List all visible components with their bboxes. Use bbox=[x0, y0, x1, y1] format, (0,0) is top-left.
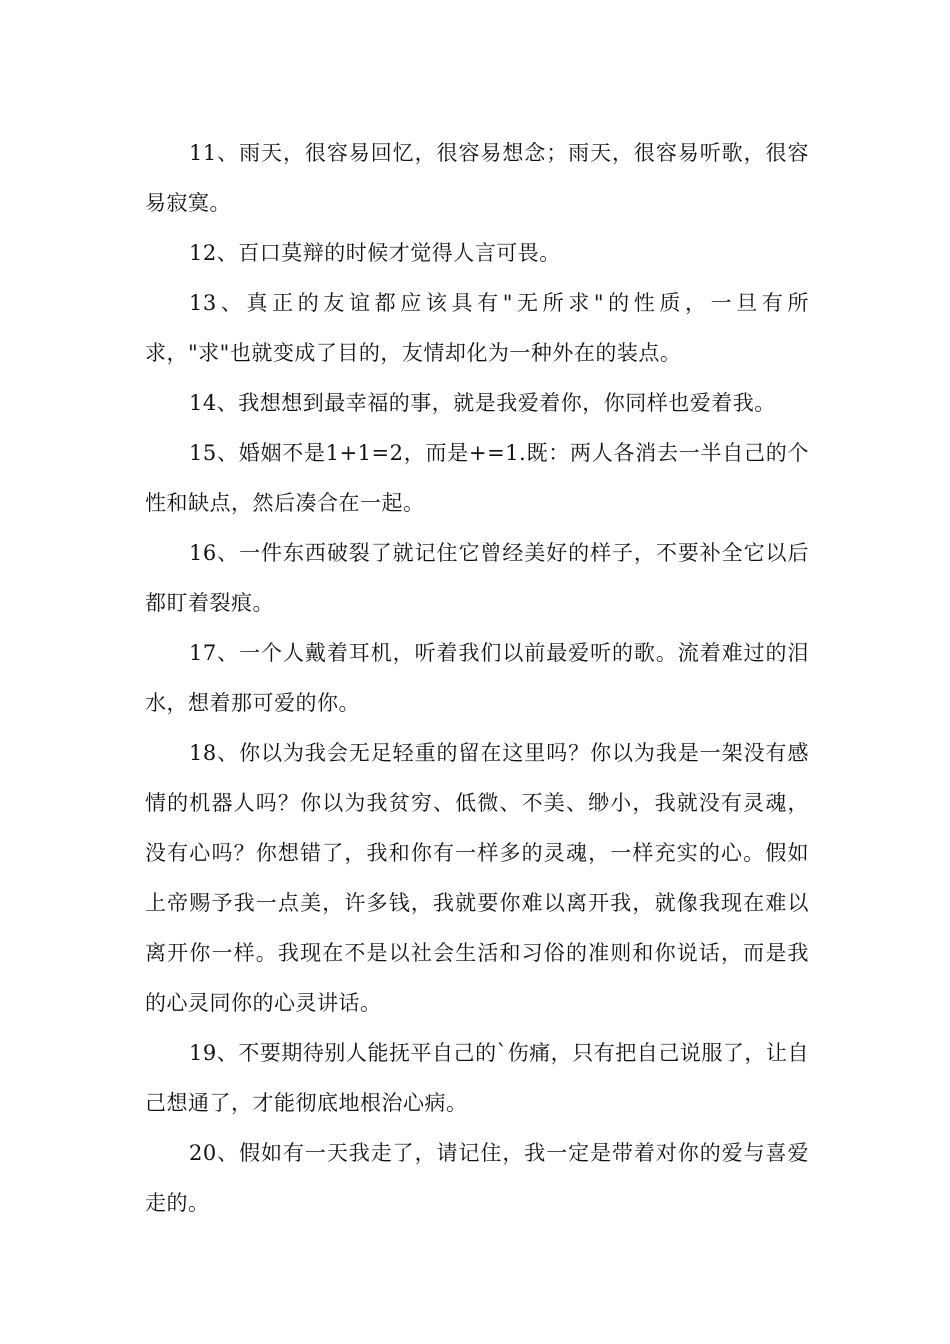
paragraph-11: 11、雨天，很容易回忆，很容易想念；雨天，很容易听歌，很容易寂寞。 bbox=[145, 141, 809, 215]
paragraph-13: 13、真正的友谊都应该具有"无所求"的性质，一旦有所求，"求"也就变成了目的，友情却化为一种外在的装点。 bbox=[145, 291, 809, 365]
paragraph-12: 12、百口莫辩的时候才觉得人言可畏。 bbox=[189, 241, 561, 265]
paragraph-14: 14、我想想到最幸福的事，就是我爱着你，你同样也爱着我。 bbox=[189, 391, 776, 415]
paragraph-17: 17、一个人戴着耳机，听着我们以前最爱听的歌。流着难过的泪水，想着那可爱的你。 bbox=[145, 641, 809, 715]
paragraph-20: 20、假如有一天我走了，请记住，我一定是带着对你的爱与喜爱走的。 bbox=[145, 1141, 809, 1215]
paragraph-18: 18、你以为我会无足轻重的留在这里吗？你以为我是一架没有感情的机器人吗？你以为我贫穷、低微、不美、缈小，我就没有灵魂，没有心吗？你想错了，我和你有一样多的灵魂，一样充实的心。假如上帝赐予我一点美，许多钱，我就要你难以离开我，就像我现在难以离开你一样。我现在不是以社会生活和习俗的准则和你说话，而是我的心灵同你的心灵讲话。 bbox=[145, 741, 809, 1015]
document-body bbox=[145, 128, 809, 1228]
paragraph-15: 15、婚姻不是1+1=2，而是+=1.既：两人各消去一半自己的个性和缺点，然后凑合在一起。 bbox=[145, 441, 809, 515]
paragraph-16: 16、一件东西破裂了就记住它曾经美好的样子，不要补全它以后都盯着裂痕。 bbox=[145, 541, 809, 615]
paragraph-19: 19、不要期待别人能抚平自己的`伤痛，只有把自己说服了，让自己想通了，才能彻底地根治心病。 bbox=[145, 1041, 809, 1115]
